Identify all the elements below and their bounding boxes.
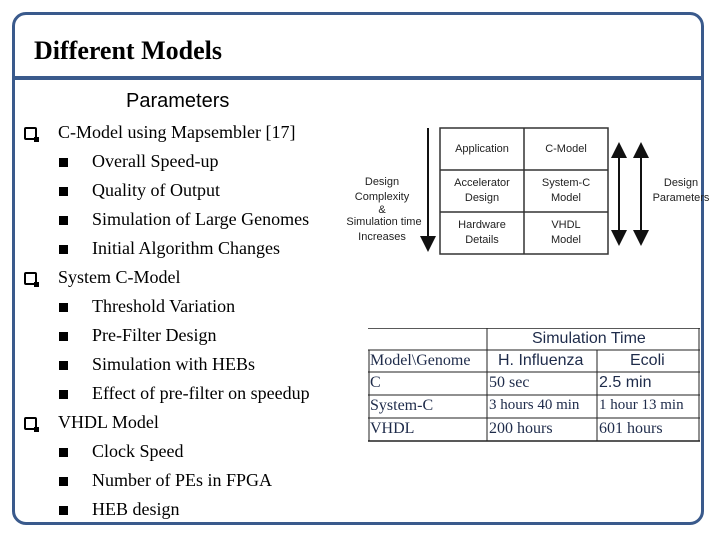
table-cell: 2.5 min — [599, 374, 652, 391]
bullet-marker — [24, 417, 37, 430]
bullet-item: C-Model using Mapsembler [17] — [58, 122, 296, 142]
sub-bullet-item: Threshold Variation — [92, 296, 236, 316]
sub-bullet-item: Clock Speed — [92, 441, 184, 461]
column-header-ecoli: Ecoli — [630, 352, 665, 369]
table-cell: 1 hour 13 min — [599, 397, 684, 413]
table-cell: C — [370, 374, 381, 391]
sub-bullet-item: Pre-Filter Design — [92, 325, 217, 345]
sub-bullet-marker — [59, 245, 68, 254]
sub-bullet-marker — [59, 332, 68, 341]
table-cell: 601 hours — [599, 420, 663, 437]
sub-bullet-item: Effect of pre-filter on speedup — [92, 383, 310, 403]
sub-bullet-item: Simulation with HEBs — [92, 354, 256, 374]
sub-bullet-marker — [59, 390, 68, 399]
sub-bullet-marker — [59, 216, 68, 225]
sub-bullet-marker — [59, 303, 68, 312]
sub-bullet-marker — [59, 158, 68, 167]
table-cell: 200 hours — [489, 420, 553, 437]
cell-accelerator-design: Accelerator Design — [454, 177, 510, 204]
sub-bullet-marker — [59, 448, 68, 457]
table-group-header: Simulation Time — [532, 330, 646, 347]
column-header-h-influenza: H. Influenza — [498, 352, 584, 369]
cell-c-model: C-Model — [545, 142, 587, 155]
bullet-marker — [24, 127, 37, 140]
title-divider — [14, 76, 704, 80]
bullet-item: VHDL Model — [58, 412, 159, 432]
sub-bullet-marker — [59, 477, 68, 486]
table-cell: System-C — [370, 397, 434, 414]
parameters-label: Design Parameters — [652, 177, 710, 204]
bullet-marker — [24, 272, 37, 285]
cell-system-c-model: System-C Model — [541, 177, 591, 204]
sub-bullet-item: Overall Speed-up — [92, 151, 219, 171]
slide-title: Different Models — [34, 36, 222, 65]
sub-bullet-marker — [59, 361, 68, 370]
sub-bullet-item: Quality of Output — [92, 180, 220, 200]
bullet-item: System C-Model — [58, 267, 181, 287]
sub-bullet-item: HEB design — [92, 499, 180, 519]
cell-hardware-details: Hardware Details — [458, 219, 506, 246]
sub-bullet-item: Initial Algorithm Changes — [92, 238, 280, 258]
column-header-model-genome: Model\Genome — [370, 352, 471, 369]
cell-application: Application — [455, 142, 509, 155]
simulation-time-table — [368, 328, 700, 442]
sub-bullet-marker — [59, 187, 68, 196]
table-cell: 3 hours 40 min — [489, 397, 580, 413]
slide-subtitle: Parameters — [126, 90, 230, 112]
sub-bullet-item: Number of PEs in FPGA — [92, 470, 273, 490]
model-hierarchy-diagram — [336, 120, 716, 270]
sub-bullet-item: Simulation of Large Genomes — [92, 209, 310, 229]
cell-vhdl-model: VHDL Model — [551, 219, 581, 246]
sub-bullet-marker — [59, 506, 68, 515]
table-cell: 50 sec — [489, 374, 530, 391]
table-cell: VHDL — [370, 420, 415, 437]
complexity-label: Design Complexity & Simulation time Increases — [346, 176, 422, 243]
